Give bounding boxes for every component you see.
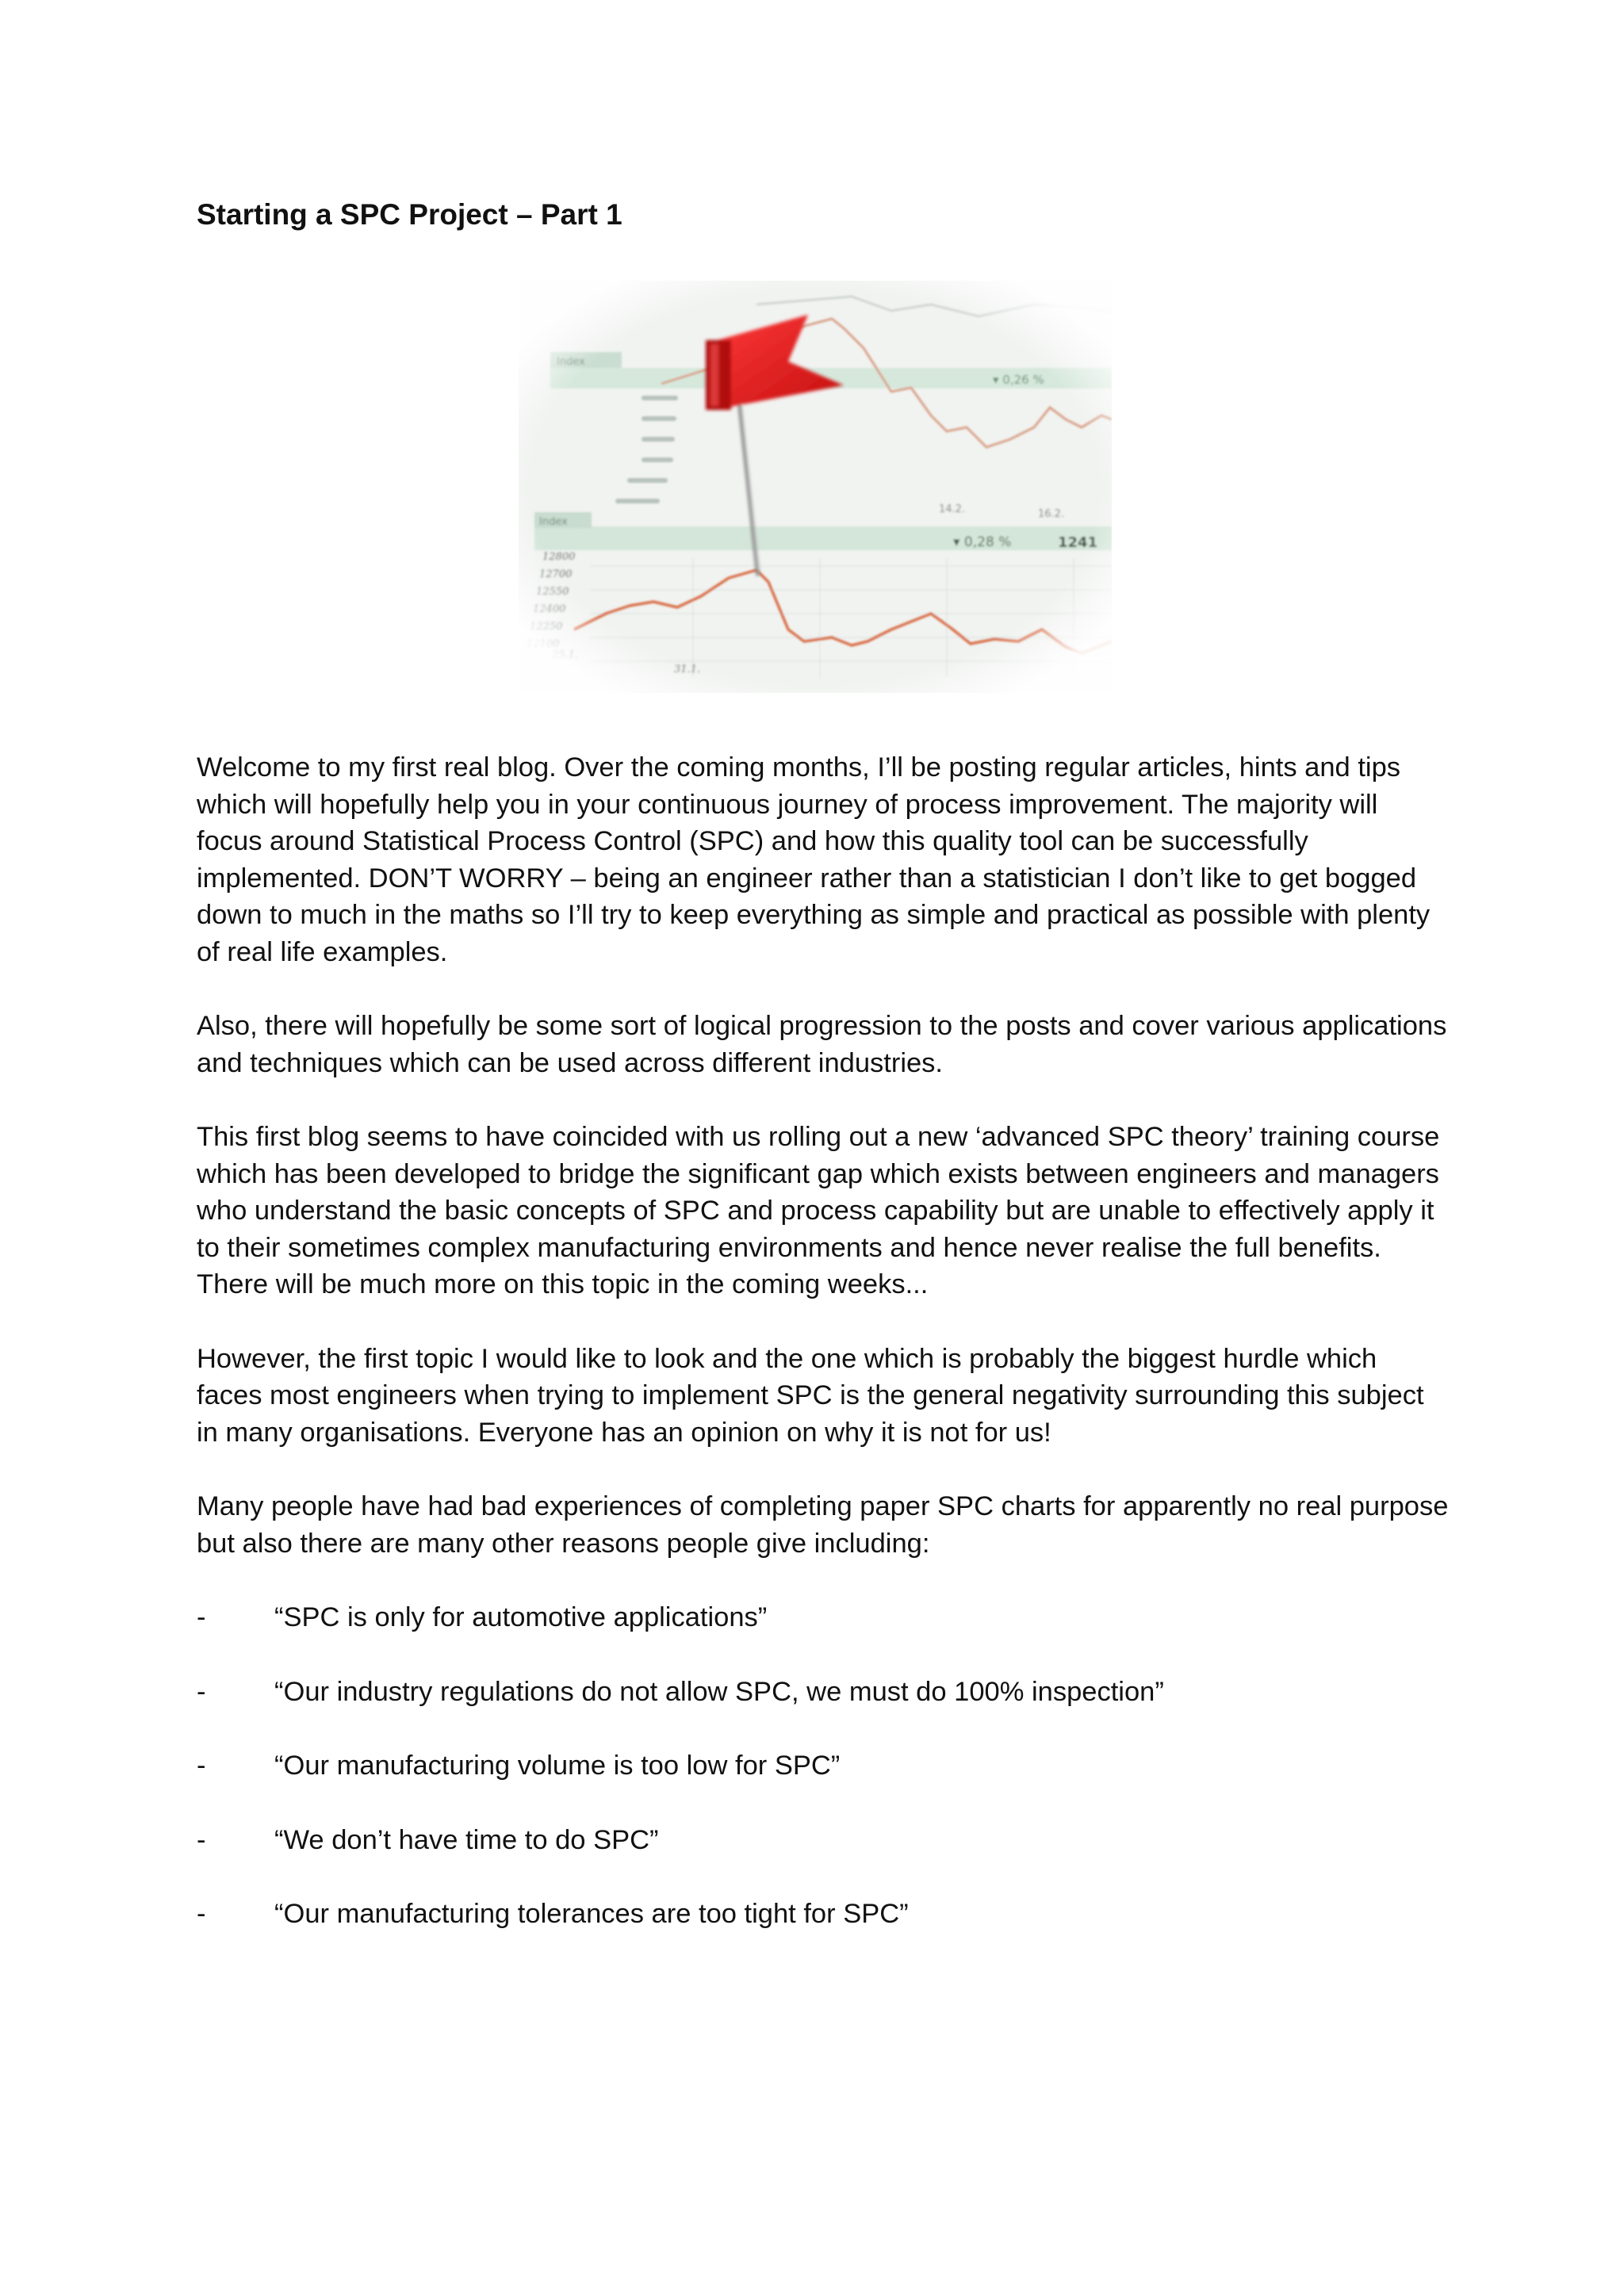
paragraph: However, the first topic I would like to look and the one which is probably the biggest hurdle which faces most engineers when trying to implement SPC is the general negativity surrounding this subject in many organisations. Everyone has an opinion on why it is not for us! xyxy=(197,1343,1424,1448)
list-item-text: “Our manufacturing volume is too low for SPC” xyxy=(274,1751,841,1781)
list-bullet: - xyxy=(197,1824,206,1855)
page-title: Starting a SPC Project – Part 1 xyxy=(197,198,622,231)
list-item-text: “We don’t have time to do SPC” xyxy=(274,1824,659,1855)
reasons-list xyxy=(197,1599,1450,1933)
list-bullet: - xyxy=(197,1899,206,1929)
list-item xyxy=(197,1599,1450,1636)
flag-on-chart-image xyxy=(519,281,1112,693)
list-item-text: “SPC is only for automotive applications” xyxy=(274,1602,768,1632)
paragraph: Also, there will hopefully be some sort of logical progression to the posts and cover various applications and techniques which can be used across different industries. xyxy=(197,1011,1447,1078)
paragraph: Welcome to my first real blog. Over the coming months, I’ll be posting regular articles, hints and tips which will hopefully help you in your continuous journey of process improvement. The majority will focus around Statistical Process Control (SPC) and how this quality tool can be successfully implemented. DON’T WORRY – being an engineer rather than a statistician I don’t like to get bogged down to much in the maths so I’ll try to keep everything as simple and practical as possible with plenty of real life examples. xyxy=(197,752,1431,967)
list-bullet: - xyxy=(197,1602,206,1632)
image-vignette xyxy=(519,281,1112,693)
list-item xyxy=(197,1822,1450,1859)
article-body xyxy=(197,749,1450,1970)
list-bullet: - xyxy=(197,1676,206,1707)
paragraph: This first blog seems to have coincided with us rolling out a new ‘advanced SPC theory’ training course which has been developed to bridge the significant gap which exists between engineers and managers who understand the basic concepts of SPC and process capability but are unable to effectively apply it to their sometimes complex manufacturing environments and hence never realise the full benefits. There will be much more on this topic in the coming weeks... xyxy=(197,1122,1440,1299)
list-item xyxy=(197,1674,1450,1711)
list-item xyxy=(197,1896,1450,1933)
list-item-text: “Our industry regulations do not allow SPC, we must do 100% inspection” xyxy=(274,1676,1164,1707)
list-bullet: - xyxy=(197,1751,206,1781)
flag-chart-illustration xyxy=(519,281,1112,693)
paragraph: Many people have had bad experiences of completing paper SPC charts for apparently no real purpose but also there are many other reasons people give including: xyxy=(197,1491,1449,1559)
list-item xyxy=(197,1747,1450,1785)
list-item-text: “Our manufacturing tolerances are too tight for SPC” xyxy=(274,1899,909,1929)
